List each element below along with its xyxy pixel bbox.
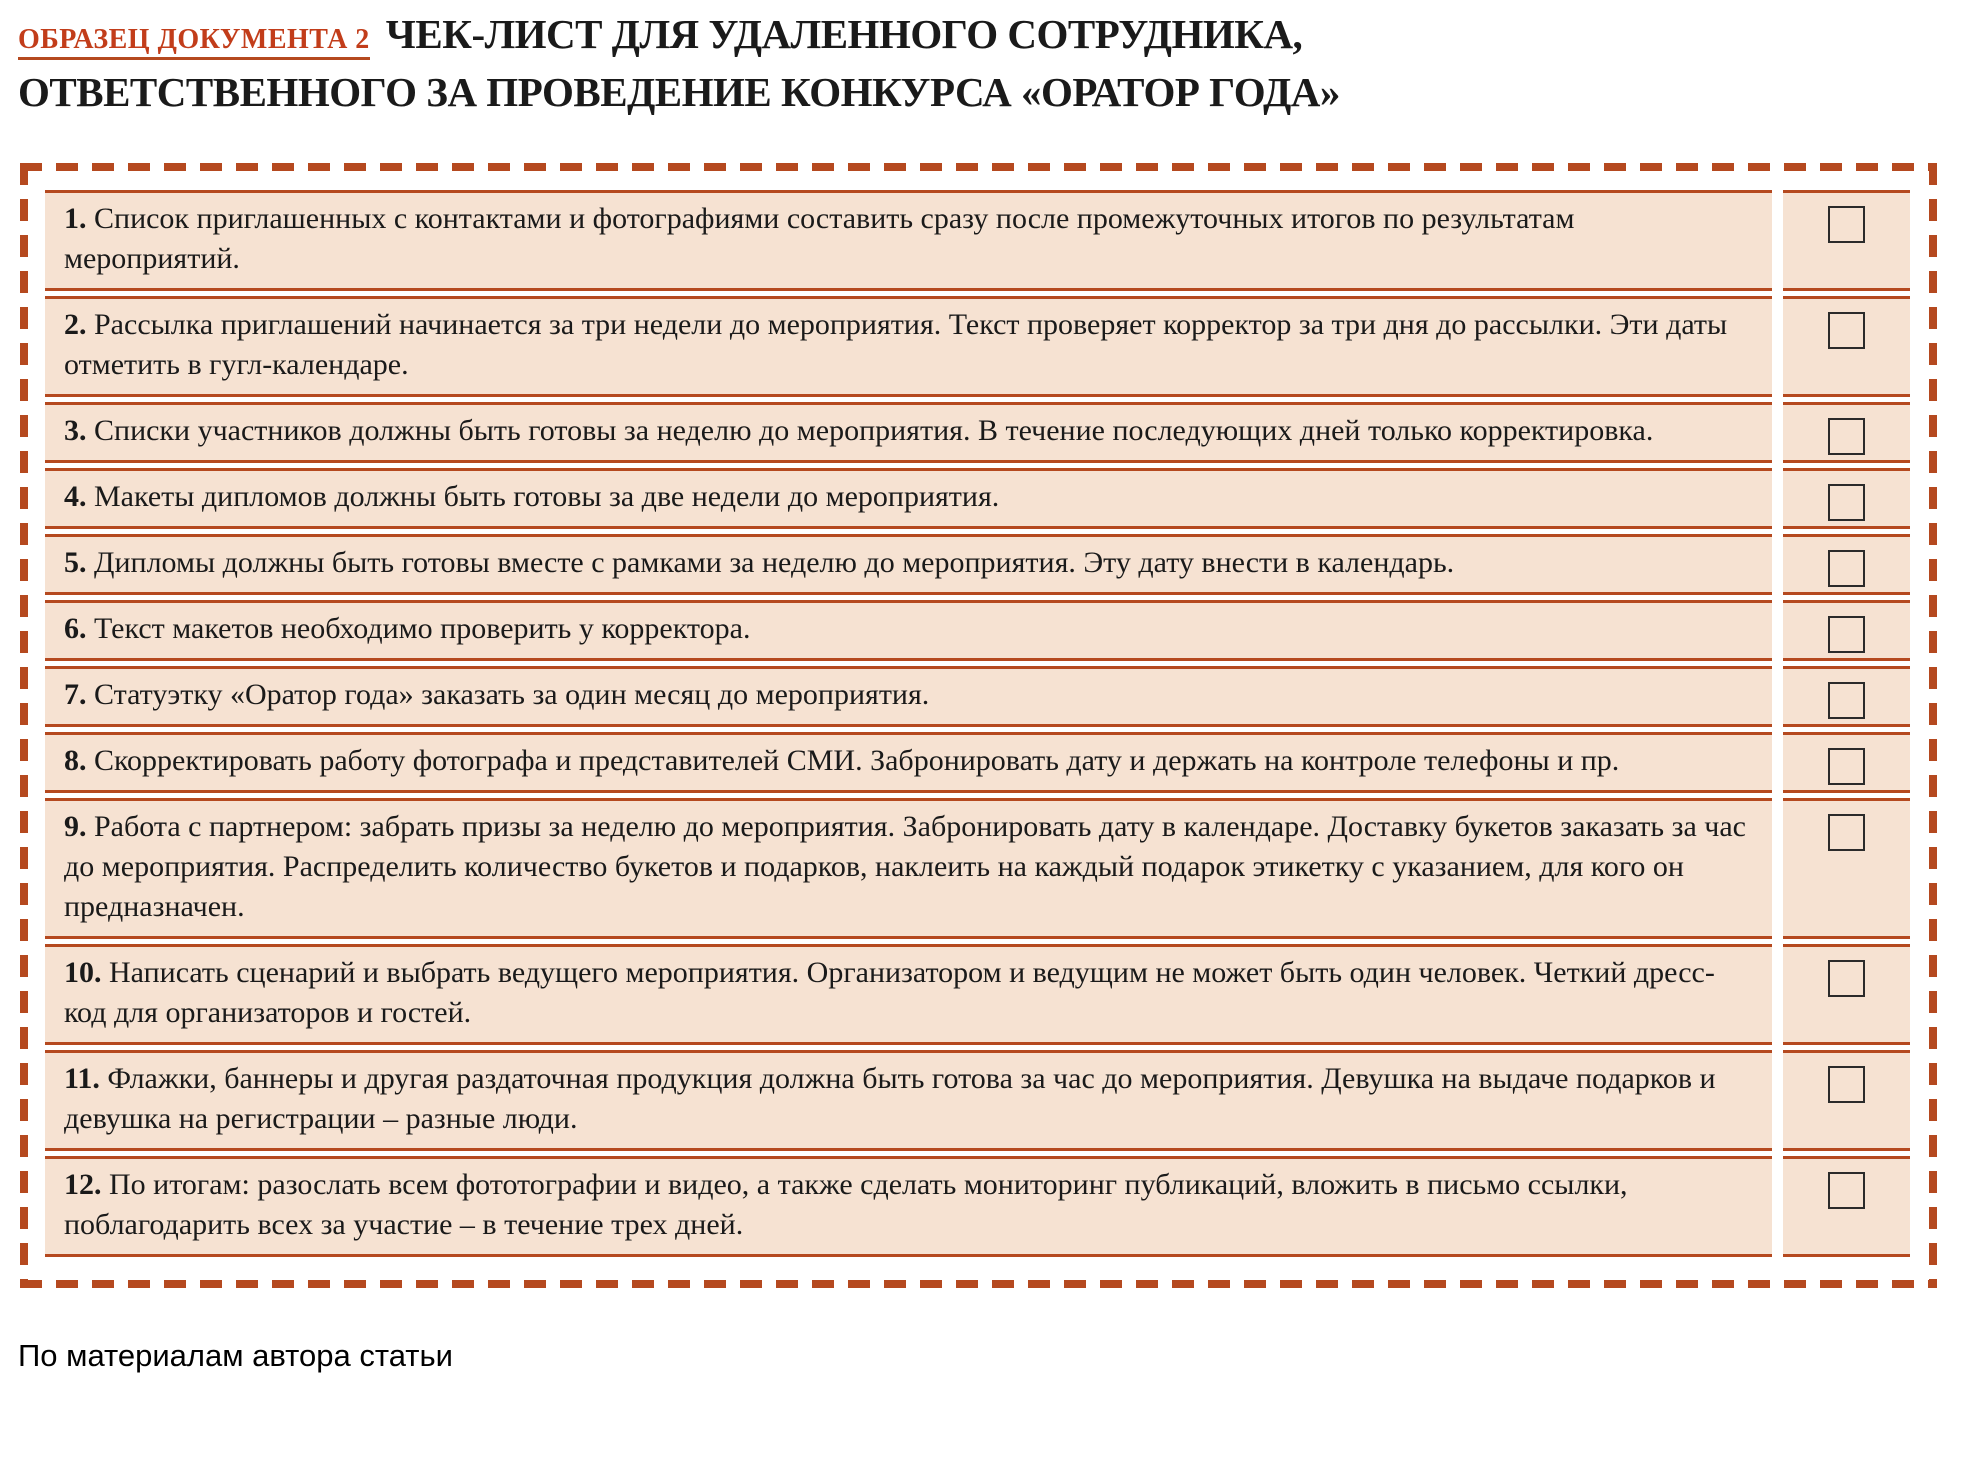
item-number: 5. <box>64 546 87 579</box>
checklist-item-text <box>45 1156 1772 1257</box>
checkbox-cell <box>1783 600 1910 661</box>
checklist-row <box>45 296 1910 397</box>
checklist-item-text <box>45 190 1772 291</box>
checklist <box>45 190 1910 1257</box>
title-line-1: ЧЕК-ЛИСТ ДЛЯ УДАЛЕННОГО СОТРУДНИКА, <box>385 11 1303 57</box>
title-line-2: ОТВЕТСТВЕННОГО ЗА ПРОВЕДЕНИЕ КОНКУРСА «ОРАТОР ГОДА» <box>18 69 1340 115</box>
item-number: 6. <box>64 612 87 645</box>
checklist-item-text <box>45 600 1772 661</box>
checklist-row <box>45 190 1910 291</box>
checkbox[interactable] <box>1828 616 1865 653</box>
item-number: 12. <box>64 1168 102 1201</box>
checkbox[interactable] <box>1828 484 1865 521</box>
checklist-row <box>45 732 1910 793</box>
item-text: Текст макетов необходимо проверить у корректора. <box>94 612 751 645</box>
checklist-item-text <box>45 666 1772 727</box>
source-note: По материалам автора статьи <box>18 1338 453 1373</box>
checkbox-cell <box>1783 468 1910 529</box>
checkbox-cell <box>1783 666 1910 727</box>
checklist-item-text <box>45 402 1772 463</box>
item-number: 4. <box>64 480 87 513</box>
item-number: 3. <box>64 414 87 447</box>
page-title <box>18 8 1923 119</box>
checkbox-cell <box>1783 1156 1910 1257</box>
checklist-row <box>45 1156 1910 1257</box>
checklist-row <box>45 1050 1910 1151</box>
checklist-row <box>45 402 1910 463</box>
checkbox[interactable] <box>1828 748 1865 785</box>
item-number: 2. <box>64 308 87 341</box>
checklist-row <box>45 798 1910 939</box>
checkbox-cell <box>1783 190 1910 291</box>
checkbox-cell <box>1783 402 1910 463</box>
item-number: 11. <box>64 1062 100 1095</box>
checkbox[interactable] <box>1828 418 1865 455</box>
checkbox-cell <box>1783 798 1910 939</box>
checkbox-cell <box>1783 732 1910 793</box>
item-number: 8. <box>64 744 87 777</box>
checklist-row <box>45 666 1910 727</box>
item-number: 1. <box>64 202 87 235</box>
item-text: Макеты дипломов должны быть готовы за две недели до мероприятия. <box>94 480 1000 513</box>
checklist-item-text <box>45 296 1772 397</box>
checkbox[interactable] <box>1828 206 1865 243</box>
checklist-item-text <box>45 534 1772 595</box>
checklist-item-text <box>45 732 1772 793</box>
item-text: Список приглашенных с контактами и фотографиями составить сразу после промежуточных итогов по результатам мероприятий. <box>64 202 1575 275</box>
checkbox-cell <box>1783 1050 1910 1151</box>
checkbox[interactable] <box>1828 682 1865 719</box>
checklist-item-text <box>45 798 1772 939</box>
checklist-item-text <box>45 944 1772 1045</box>
item-number: 10. <box>64 956 102 989</box>
item-text: По итогам: разослать всем фототографии и видео, а также сделать мониторинг публикаций, вложить в письмо ссылки, поблагодарить всех за участие – в течение трех дней. <box>64 1168 1628 1241</box>
item-text: Скорректировать работу фотографа и представителей СМИ. Забронировать дату и держать на контроле телефоны и пр. <box>94 744 1620 777</box>
item-number: 9. <box>64 810 87 843</box>
checkbox-cell <box>1783 534 1910 595</box>
checklist-row <box>45 944 1910 1045</box>
checklist-row <box>45 600 1910 661</box>
checkbox[interactable] <box>1828 1172 1865 1209</box>
checklist-row <box>45 534 1910 595</box>
checklist-item-text <box>45 468 1772 529</box>
checkbox[interactable] <box>1828 1066 1865 1103</box>
item-number: 7. <box>64 678 87 711</box>
item-text: Рассылка приглашений начинается за три недели до мероприятия. Текст проверяет корректор за три дня до рассылки. Эти даты отметить в гугл-календаре. <box>64 308 1728 381</box>
checkbox[interactable] <box>1828 960 1865 997</box>
checkbox[interactable] <box>1828 814 1865 851</box>
item-text: Флажки, баннеры и другая раздаточная продукция должна быть готова за час до мероприятия. Девушка на выдаче подарков и девушка на регистрации – разные люди. <box>64 1062 1716 1135</box>
checklist-row <box>45 468 1910 529</box>
checkbox-cell <box>1783 296 1910 397</box>
item-text: Дипломы должны быть готовы вместе с рамками за неделю до мероприятия. Эту дату внести в календарь. <box>94 546 1455 579</box>
item-text: Списки участников должны быть готовы за неделю до мероприятия. В течение последующих дней только корректировка. <box>94 414 1654 447</box>
doc-sample-label: ОБРАЗЕЦ ДОКУМЕНТА 2 <box>18 24 370 60</box>
checkbox[interactable] <box>1828 312 1865 349</box>
checklist-box <box>20 163 1937 1288</box>
item-text: Написать сценарий и выбрать ведущего мероприятия. Организатором и ведущим не может быть один человек. Четкий дресс-код для организаторов и гостей. <box>64 956 1715 1029</box>
checkbox-cell <box>1783 944 1910 1045</box>
item-text: Статуэтку «Оратор года» заказать за один месяц до мероприятия. <box>94 678 930 711</box>
item-text: Работа с партнером: забрать призы за неделю до мероприятия. Забронировать дату в календаре. Доставку букетов заказать за час до мероприятия. Распределить количество букетов и подарков, наклеить на каждый подарок этикетку с указанием, для кого он предназначен. <box>64 810 1746 923</box>
checkbox[interactable] <box>1828 550 1865 587</box>
checklist-item-text <box>45 1050 1772 1151</box>
